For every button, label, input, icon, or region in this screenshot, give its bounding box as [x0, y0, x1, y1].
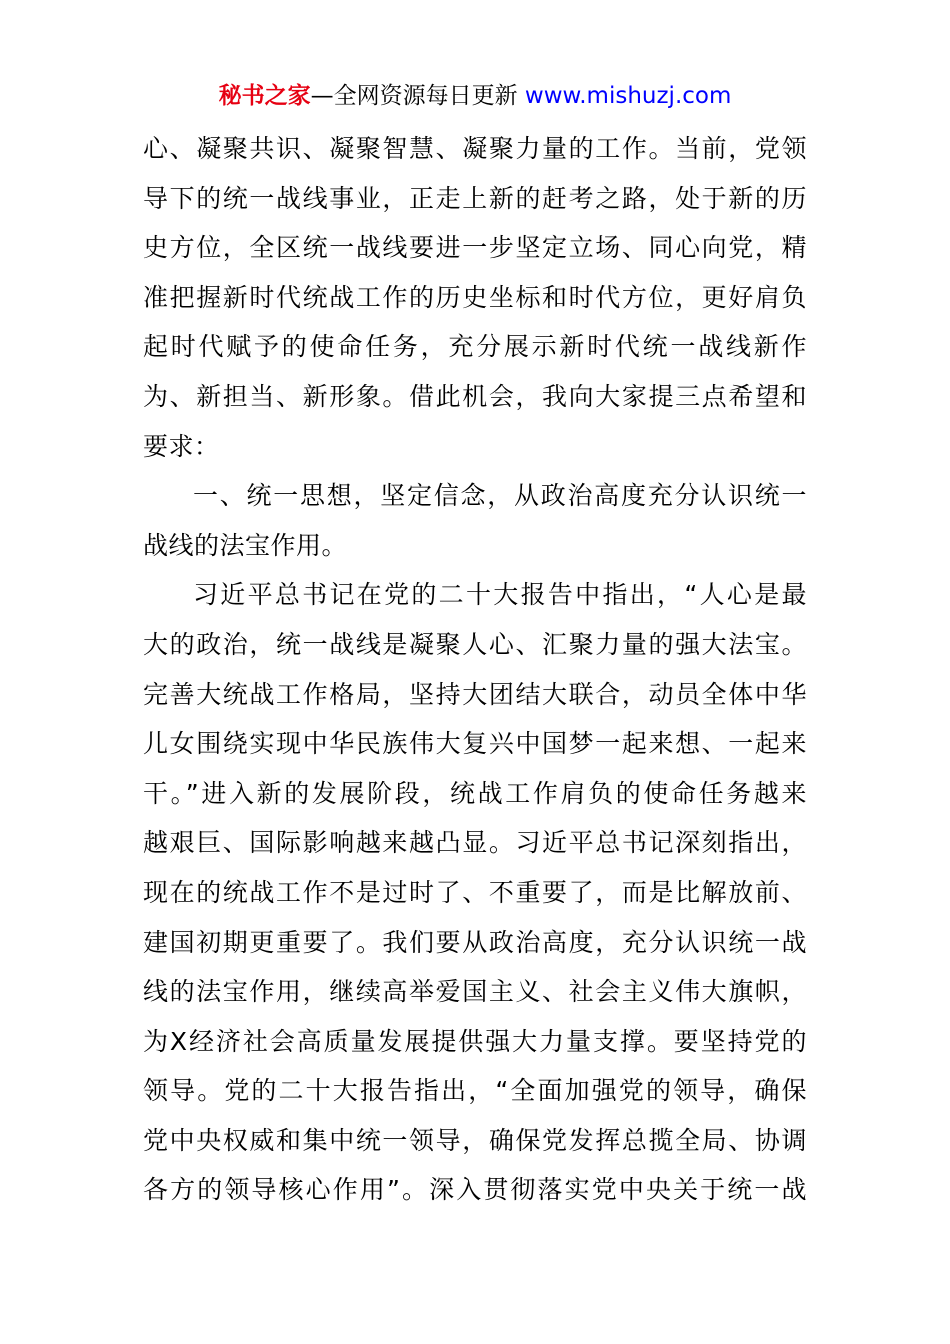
site-url-link[interactable]: www.mishuzj.com	[524, 83, 732, 109]
text-line: 准把握新时代统战工作的历史坐标和时代方位，更好肩负	[143, 282, 807, 312]
site-brand: 秘书之家	[218, 83, 311, 109]
text-line: 习近平总书记在党的二十大报告中指出，“人心是最	[193, 580, 807, 610]
text-line: 儿女围绕实现中华民族伟大复兴中国梦一起来想、一起来	[143, 729, 807, 759]
document-body	[143, 124, 807, 1215]
text-line: 领导。党的二十大报告指出，“全面加强党的领导，确保	[143, 1076, 807, 1106]
text-line: 完善大统战工作格局，坚持大团结大联合，动员全体中华	[143, 679, 807, 709]
text-line: 要求：	[143, 431, 220, 461]
text-line: 心、凝聚共识、凝聚智慧、凝聚力量的工作。当前，党领	[143, 134, 807, 163]
text-line: 各方的领导核心作用”。深入贯彻落实党中央关于统一战	[143, 1175, 807, 1205]
text-line: 大的政治，统一战线是凝聚人心、汇聚力量的强大法宝。	[143, 629, 807, 659]
text-line: 建国初期更重要了。我们要从政治高度，充分认识统一战	[143, 927, 807, 957]
section-heading: 战线的法宝作用。	[143, 530, 348, 560]
text-line: 导下的统一战线事业，正走上新的赶考之路，处于新的历	[143, 183, 807, 213]
text-line: 起时代赋予的使命任务，充分展示新时代统一战线新作	[143, 332, 807, 362]
text-line: 为、新担当、新形象。借此机会，我向大家提三点希望和	[143, 381, 807, 411]
text-line: 干。”进入新的发展阶段，统战工作肩负的使命任务越来	[143, 778, 807, 808]
text-line: 现在的统战工作不是过时了、不重要了，而是比解放前、	[143, 877, 807, 907]
text-line: 党中央权威和集中统一领导，确保党发挥总揽全局、协调	[143, 1125, 807, 1155]
text-line: 越艰巨、国际影响越来越凸显。习近平总书记深刻指出，	[143, 828, 807, 858]
site-header	[0, 80, 950, 112]
text-line: 史方位，全区统一战线要进一步坚定立场、同心向党，精	[143, 233, 807, 263]
text-line: 线的法宝作用，继续高举爱国主义、社会主义伟大旗帜，	[143, 977, 807, 1007]
section-heading: 一、统一思想，坚定信念，从政治高度充分认识统一	[193, 481, 807, 511]
text-line: 为X经济社会高质量发展提供强大力量支撑。要坚持党的	[143, 1026, 807, 1056]
site-tagline: —全网资源每日更新	[310, 83, 518, 109]
